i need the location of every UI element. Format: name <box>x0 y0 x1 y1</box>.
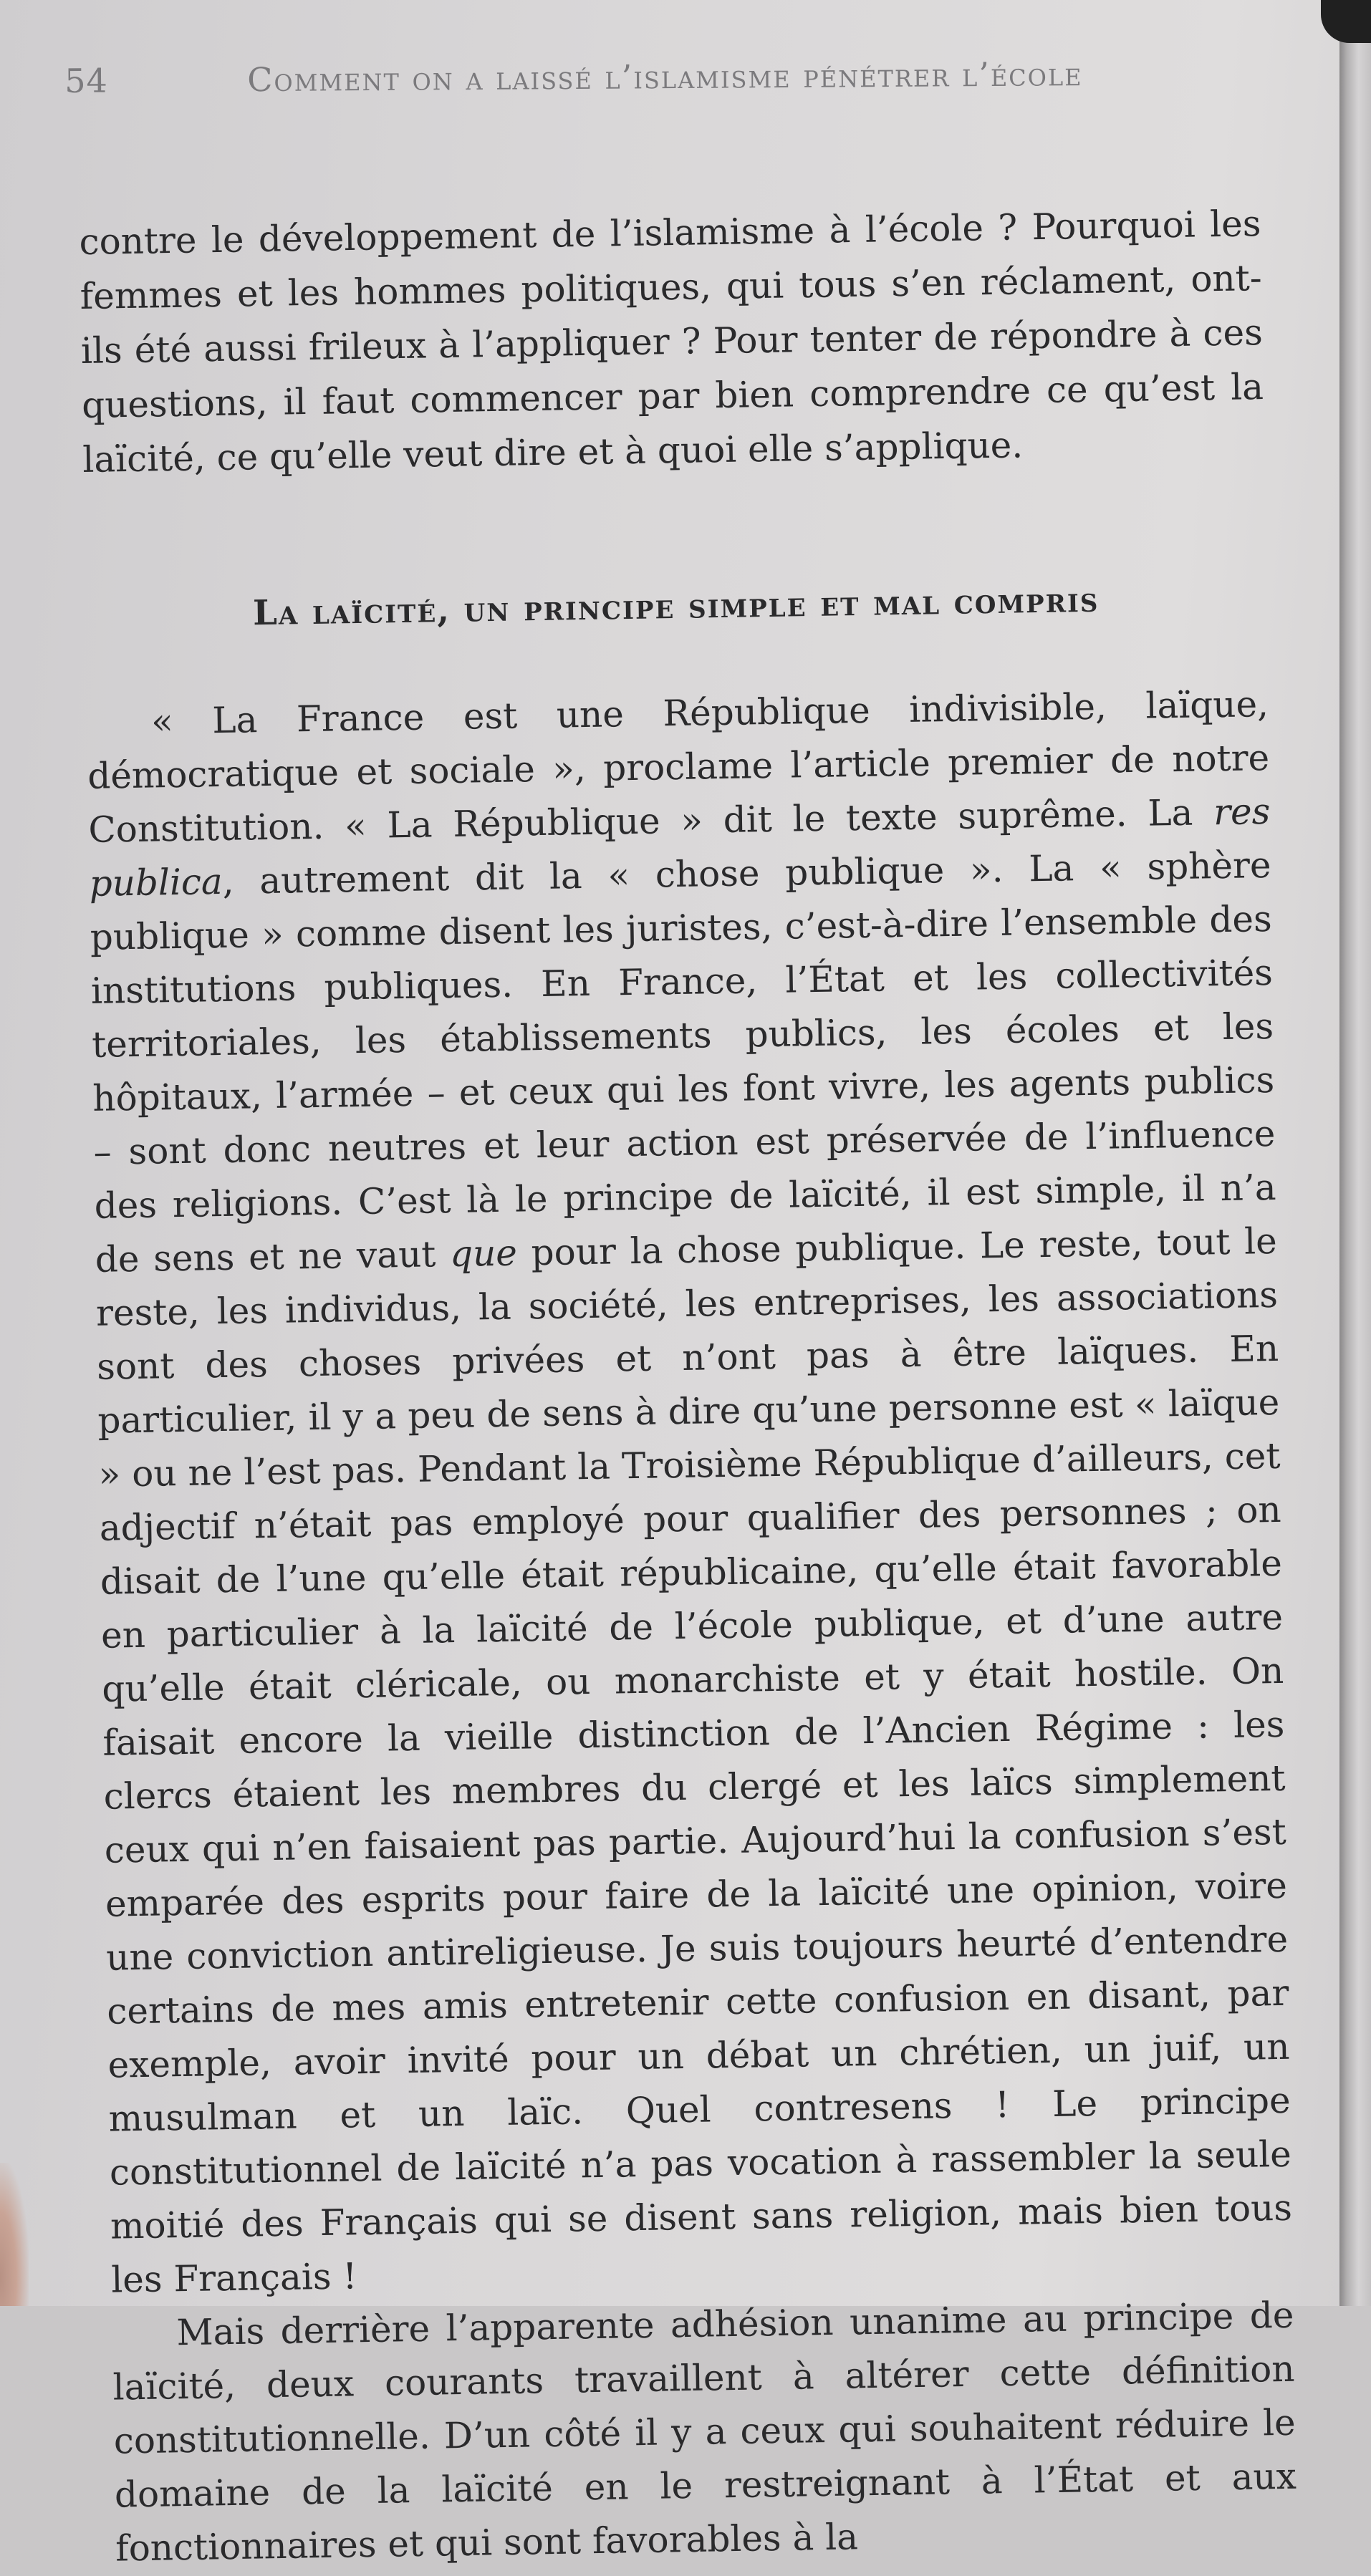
continuation-paragraph: contre le développement de l’islamisme à l’école ? Pourquoi les femmes et les hommes politiques, qui tous s’en réclament, ont-ils été aussi frileux à l’appliquer ? Pour tenter de répondre à ces questions, il faut commencer par bien comprendre ce qu’est la laïcité, ce qu’elle veut dire et à quoi elle s’applique. <box>79 203 1264 481</box>
paragraph-1-italic-res-publica: res publica <box>89 790 1271 905</box>
running-title: Comment on a laissé l’islamisme pénétrer l’école <box>247 54 1083 100</box>
page-number: 54 <box>64 61 108 100</box>
body-paragraph-1 <box>87 677 1294 2307</box>
paragraph-1-text-c: pour la chose publique. Le reste, tout le reste, les individus, la société, les entreprises, les associations sont des choses privées et n’ont pas à être laïques. En particulier, il y a peu de sens à dire qu’une personne est « laïque » ou ne l’est pas. Pendant la Troisième République d’ailleurs, cet adjectif n’était pas employé pour qualifier des personnes ; on disait de l’une qu’elle était républicaine, qu’elle était favorable en particulier à la laïcité de l’école publique, et d’une autre qu’elle était cléricale, ou monarchiste et y était hostile. On faisait encore la vieille distinction de l’Ancien Régime : les clercs étaient les membres du clergé et les laïcs simplement ceux qui n’en faisaient pas partie. Aujourd’hui la confusion s’est emparée des esprits pour faire de la laïcité une opinion, voire une conviction antireligieuse. Je suis toujours heurté d’entendre certains de mes amis entretenir cette confusion en disant, par exemple, avoir invité pour un débat un chrétien, un juif, un musulman et un laïc. Quel contresens ! Le principe constitutionnel de laïcité n’a pas vocation à rassembler la seule moitié des Français qui se disent sans religion, mais bien tous les Français ! <box>95 1220 1293 2301</box>
running-head <box>64 49 1211 107</box>
next-page-edge <box>1339 0 1371 2306</box>
paragraph-1-italic-que: que <box>449 1232 518 1275</box>
paragraph-1-text-a: « La France est une République indivisible, laïque, démocratique et sociale », proclame l’article premier de notre Constitution. « La République » dit le texte suprême. La <box>87 682 1270 851</box>
section-heading: La laïcité, un principe simple et mal compris <box>252 579 1100 634</box>
body-paragraph-2: Mais derrière l’apparente adhésion unanime au principe de laïcité, deux courants travaillent à altérer cette définition constitutionnelle. D’un côté il y a ceux qui souhaitent réduire le domaine de la laïcité en le restreignant à l’État et aux fonctionnaires et qui sont favorables à la <box>112 2294 1297 2570</box>
paragraph-1-text-b: , autrement dit la « chose publique ». La « sphère publique » comme disent les juristes, c’est-à-dire l’ensemble des institutions publiques. En France, l’État et les collectivités territoriales, les établissements publics, les écoles et les hôpitaux, l’armée – et ceux qui les font vivre, les agents publics – sont donc neutres et leur action est préservée de l’influence des religions. C’est là le principe de laïcité, il est simple, il n’a de sens et ne vaut <box>90 844 1276 1280</box>
page-text <box>79 196 1298 2576</box>
thumb-edge <box>0 2163 29 2306</box>
